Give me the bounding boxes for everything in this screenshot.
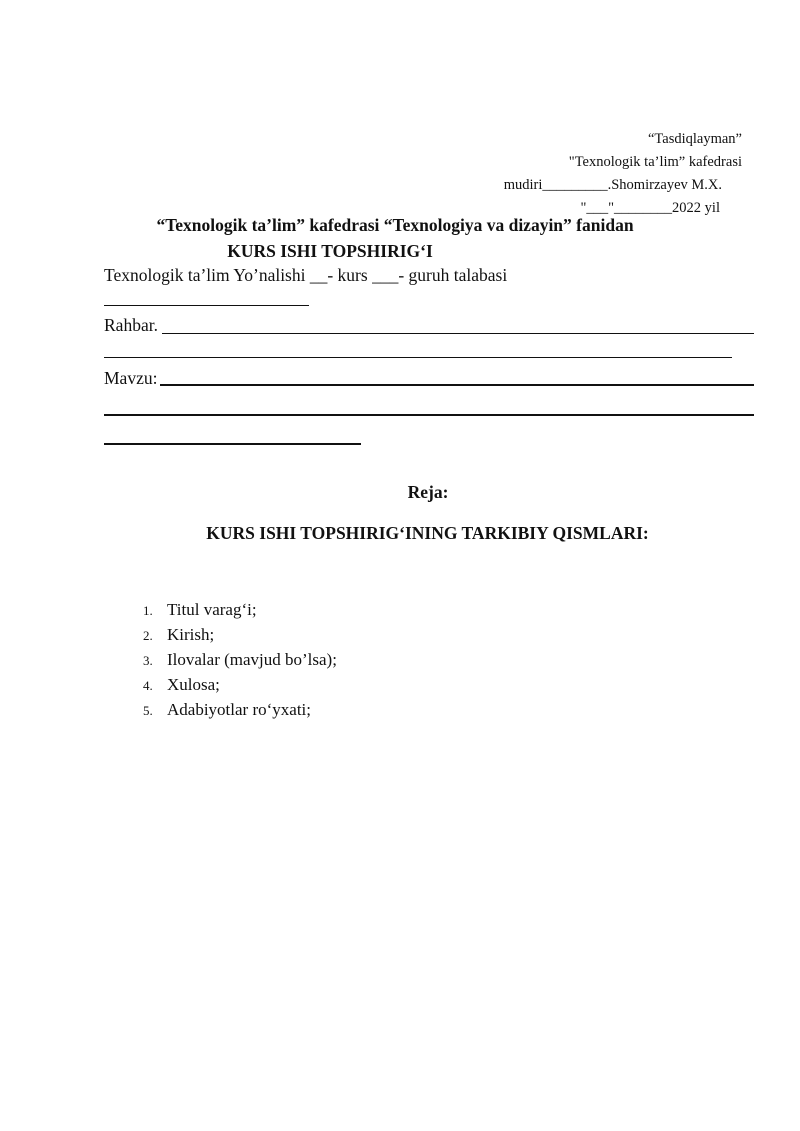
- section-title: KURS ISHI TOPSHIRIG‘INING TARKIBIY QISMLARI:: [206, 523, 649, 543]
- list-item: [143, 697, 337, 722]
- list-item-number: 5.: [143, 703, 153, 718]
- list-item: [143, 597, 337, 622]
- approval-block: [382, 128, 742, 220]
- document-heading: “Texnologik ta’lim” kafedrasi “Texnologiya va dizayin” fanidan: [156, 215, 634, 235]
- list-item-label: Adabiyotlar ro‘yxati;: [167, 700, 311, 719]
- approval-title: “Tasdiqlayman”: [647, 131, 742, 147]
- list-item: [143, 622, 337, 647]
- list-item: [143, 672, 337, 697]
- list-item-label: Ilovalar (mavjud bo’lsa);: [167, 650, 337, 669]
- list-item-number: 3.: [143, 653, 153, 668]
- list-item-number: 1.: [143, 603, 153, 618]
- list-item-label: Titul varag‘i;: [167, 600, 257, 619]
- supervisor-blank-2: [104, 357, 732, 358]
- supervisor-blank: [162, 333, 754, 334]
- list-item-number: 2.: [143, 628, 153, 643]
- approval-date: "___"________2022 yil: [580, 200, 720, 216]
- topic-label: Mavzu:: [104, 368, 158, 388]
- student-line: Texnologik ta’lim Yo’nalishi __- kurs ___- guruh talabasi: [104, 265, 508, 285]
- list-item-number: 4.: [143, 678, 153, 693]
- approval-department: "Texnologik ta’lim” kafedrasi: [568, 154, 742, 170]
- topic-blank-2: [104, 414, 754, 416]
- plan-list: [143, 597, 337, 722]
- list-item: [143, 647, 337, 672]
- supervisor-label: Rahbar.: [104, 315, 158, 335]
- topic-blank-3: [104, 443, 361, 445]
- student-name-blank: [104, 305, 309, 306]
- topic-blank: [160, 384, 754, 386]
- plan-title: Reja:: [407, 482, 449, 502]
- document-title: KURS ISHI TOPSHIRIG‘I: [227, 241, 433, 261]
- approval-head: mudiri_________.Shomirzayev M.X.: [503, 177, 722, 193]
- list-item-label: Kirish;: [167, 625, 215, 644]
- list-item-label: Xulosa;: [167, 675, 220, 694]
